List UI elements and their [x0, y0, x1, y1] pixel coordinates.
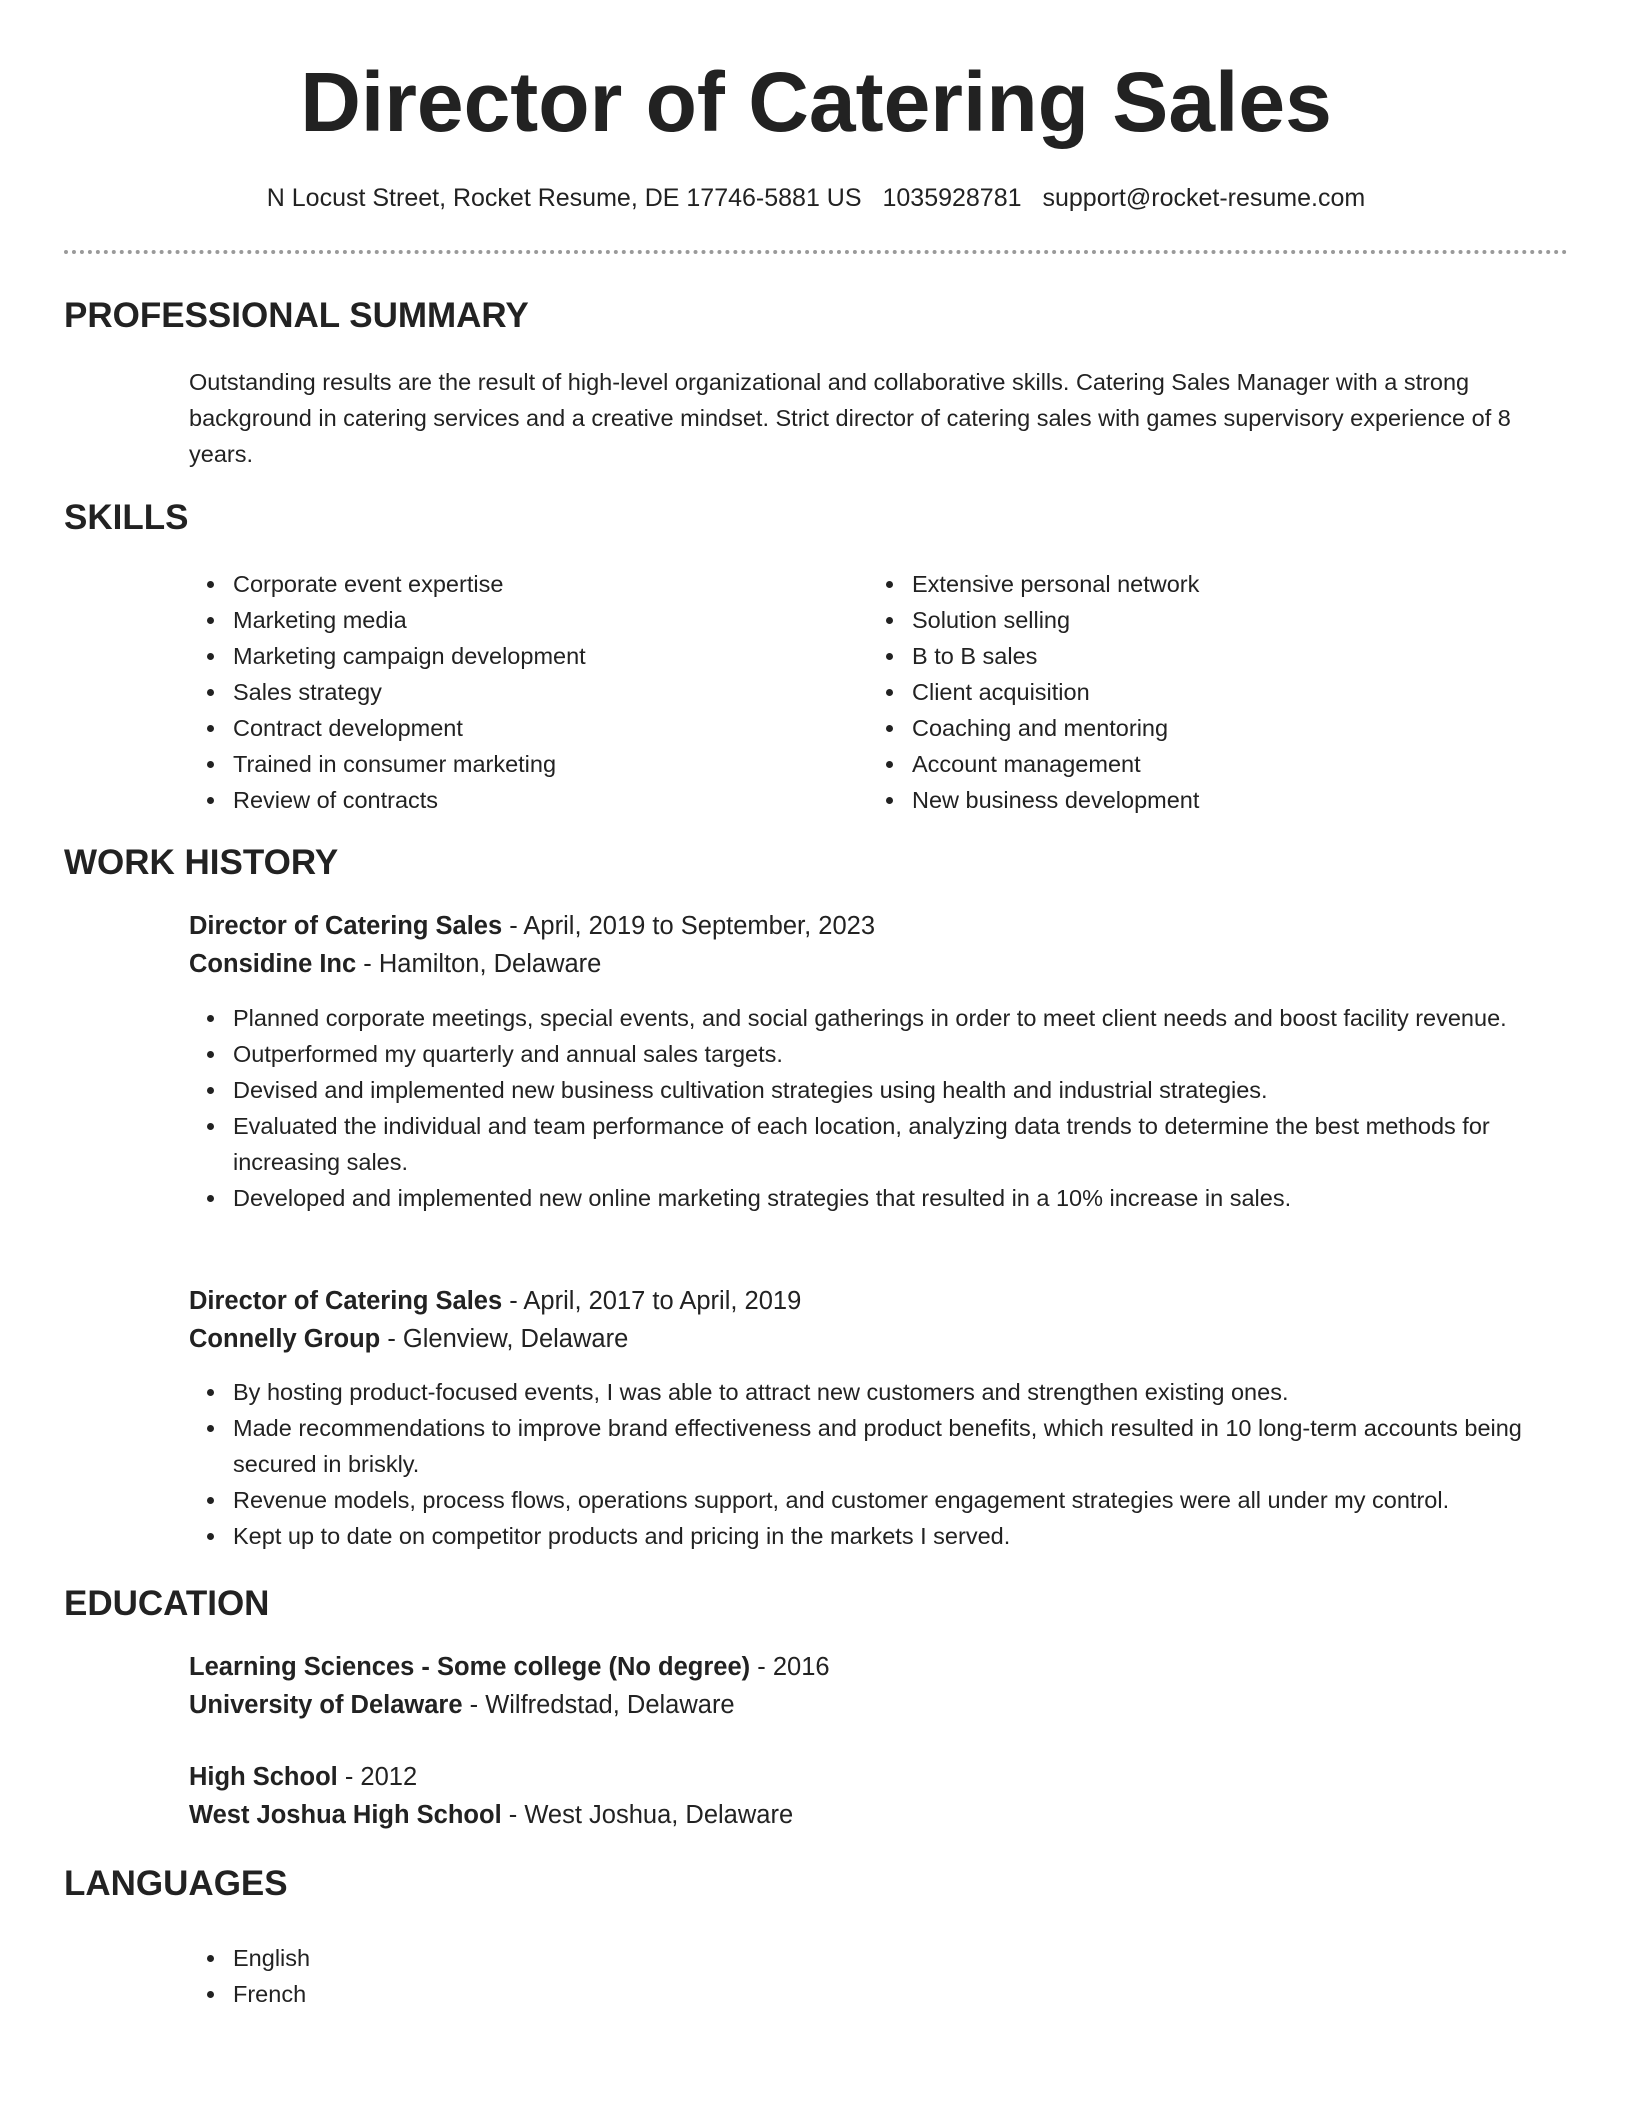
contact-email: support@rocket-resume.com: [1042, 184, 1366, 212]
skills-list-left: [189, 566, 829, 818]
skill-item: Client acquisition: [868, 674, 1508, 710]
job-company-line: [189, 945, 1568, 983]
job-title-line: [189, 1282, 1568, 1320]
skill-item: Contract development: [189, 710, 829, 746]
section-title-work: WORK HISTORY: [64, 843, 339, 882]
skill-item: Account management: [868, 746, 1508, 782]
education-entry: [189, 1758, 1568, 1834]
job-bullet: Planned corporate meetings, special events, and social gatherings in order to meet client needs and boost facility revenue.: [189, 1000, 1568, 1036]
education-school-line: [189, 1796, 1568, 1834]
skill-item: Solution selling: [868, 602, 1508, 638]
job-bullet: Developed and implemented new online marketing strategies that resulted in a 10% increase in sales.: [189, 1180, 1568, 1216]
skill-item: Coaching and mentoring: [868, 710, 1508, 746]
contact-address: N Locust Street, Rocket Resume, DE 17746-5881 US: [266, 184, 862, 212]
skill-item: Sales strategy: [189, 674, 829, 710]
job-entry: [189, 907, 1568, 983]
job-company-line: [189, 1320, 1568, 1358]
job-company: Considine Inc: [189, 950, 357, 978]
skill-item: Marketing campaign development: [189, 638, 829, 674]
education-school: University of Delaware: [189, 1691, 463, 1719]
resume-name: Director of Catering Sales: [300, 55, 1332, 149]
education-location: - Wilfredstad, Delaware: [462, 1691, 735, 1719]
skill-item: B to B sales: [868, 638, 1508, 674]
languages-list: [189, 1940, 310, 2012]
skill-item: Corporate event expertise: [189, 566, 829, 602]
education-degree: High School: [189, 1763, 338, 1791]
job-dates: - April, 2019 to September, 2023: [502, 912, 875, 940]
job-title-line: [189, 907, 1568, 945]
job-bullets: [189, 1374, 1568, 1554]
skill-item: Review of contracts: [189, 782, 829, 818]
job-location: - Glenview, Delaware: [380, 1325, 629, 1353]
job-bullet: Outperformed my quarterly and annual sales targets.: [189, 1036, 1568, 1072]
job-bullet: Devised and implemented new business cultivation strategies using health and industrial strategies.: [189, 1072, 1568, 1108]
skills-list-right: [868, 566, 1508, 818]
job-bullet: Kept up to date on competitor products and pricing in the markets I served.: [189, 1518, 1568, 1554]
job-entry: [189, 1282, 1568, 1358]
job-dates: - April, 2017 to April, 2019: [502, 1287, 802, 1315]
education-school: West Joshua High School: [189, 1801, 502, 1829]
job-bullet: By hosting product-focused events, I was able to attract new customers and strengthen existing ones.: [189, 1374, 1568, 1410]
education-degree-line: [189, 1648, 1568, 1686]
header-divider: [64, 250, 1568, 254]
education-degree: Learning Sciences - Some college (No degree): [189, 1653, 751, 1681]
education-degree-line: [189, 1758, 1568, 1796]
section-title-education: EDUCATION: [64, 1584, 270, 1623]
job-title: Director of Catering Sales: [189, 1287, 503, 1315]
skill-item: Marketing media: [189, 602, 829, 638]
section-title-languages: LANGUAGES: [64, 1864, 288, 1903]
summary-text: Outstanding results are the result of high-level organizational and collaborative skills. Catering Sales Manager with a strong background in catering services and a creative mindset. Strict director of catering sales with games supervisory experience of 8 years.: [189, 369, 1511, 467]
skill-item: Trained in consumer marketing: [189, 746, 829, 782]
skill-item: Extensive personal network: [868, 566, 1508, 602]
contact-phone: 1035928781: [882, 184, 1022, 212]
job-company: Connelly Group: [189, 1325, 381, 1353]
job-bullet: Revenue models, process flows, operations support, and customer engagement strategies were all under my control.: [189, 1482, 1568, 1518]
language-item: English: [189, 1940, 310, 1976]
language-item: French: [189, 1976, 310, 2012]
education-school-line: [189, 1686, 1568, 1724]
skill-item: New business development: [868, 782, 1508, 818]
job-bullet: Made recommendations to improve brand effectiveness and product benefits, which resulted in 10 long-term accounts being secured in briskly.: [189, 1410, 1568, 1482]
section-title-summary: PROFESSIONAL SUMMARY: [64, 296, 529, 335]
job-title: Director of Catering Sales: [189, 912, 503, 940]
contact-line: [0, 182, 1632, 214]
education-entry: [189, 1648, 1568, 1724]
job-bullets: [189, 1000, 1568, 1216]
education-location: - West Joshua, Delaware: [501, 1801, 794, 1829]
job-bullet: Evaluated the individual and team performance of each location, analyzing data trends to determine the best methods for increasing sales.: [189, 1108, 1568, 1180]
education-year: - 2016: [750, 1653, 830, 1681]
job-location: - Hamilton, Delaware: [356, 950, 602, 978]
section-title-skills: SKILLS: [64, 498, 189, 537]
education-year: - 2012: [337, 1763, 418, 1791]
